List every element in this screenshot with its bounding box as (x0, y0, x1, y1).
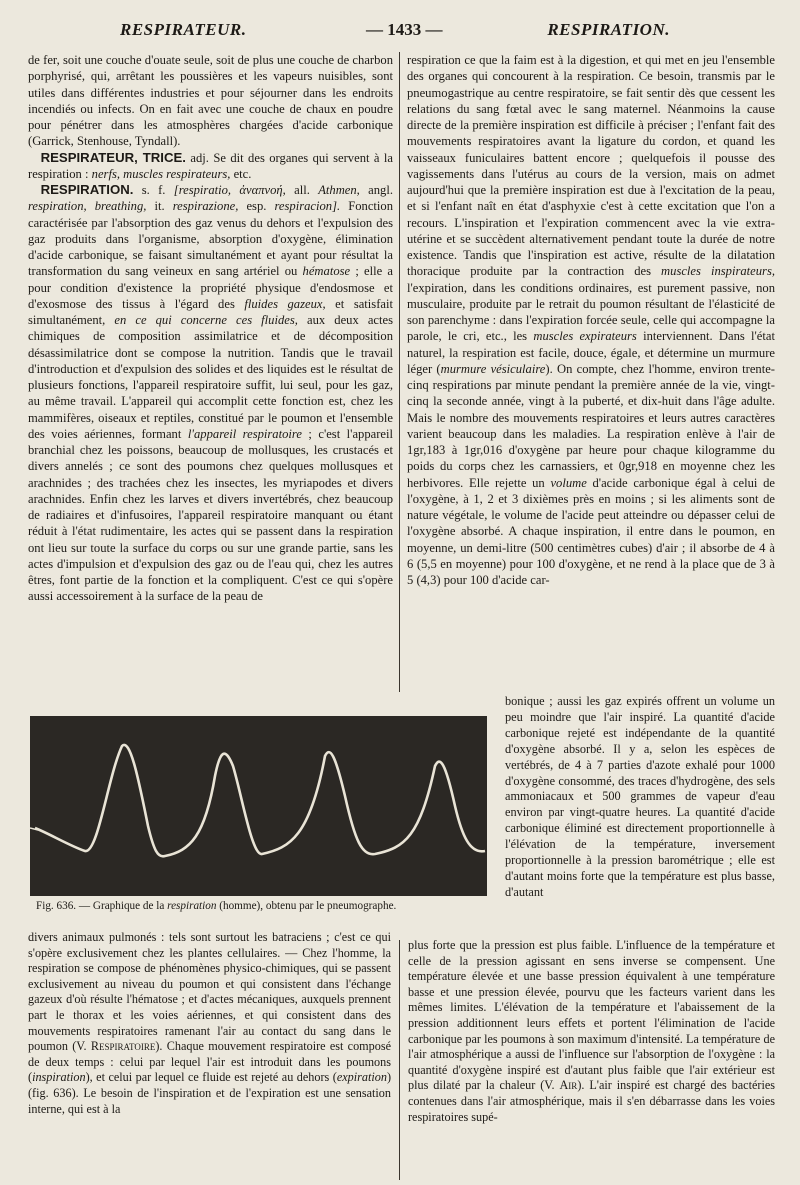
caption-italic: respiration (167, 900, 217, 912)
entry-italic-text: fluides gazeux, (244, 296, 326, 311)
paragraph (408, 938, 775, 1125)
entry-text: aux deux actes chimiques de composition assimilatrice et de décomposition désassimilatrice dont se compose la nutrition. Tandis que le travail d'introduction et d'expulsion des solides et des liquides est le résultat de plusieurs fonctions, l'appareil respiratoire suffit, lui seul, pour les gaz, au même travail. L'appareil qui accomplit cette fonction est, chez les mammifères, oiseaux et reptiles, constitué par le poumon et l'ensemble des voies aériennes, formant (28, 313, 393, 441)
figure-caption (36, 900, 506, 912)
body-text: respiration ce que la faim est à la digestion, et qui met en jeu l'ensemble des organes qui concourent à la respiration. Ce besoin, transmis par le pneumogastrique au centre respiratoire, se fait sentir dès que cessent les relations du sang fœtal avec le sang maternel. Néanmoins la cause directe de la première inspiration est difficile à préciser ; l'enfant fait des mouvements respiratoires avant la ligature du cordon, et quand les vaisseaux funiculaires battent encore ; quelquefois il pousse des vagissements dans l'utérus au cours de la version, mais on admet aujourd'hui que la première inspiration est due à l'excitation de la peau, et si l'enfant naît en état d'asphyxie c'est à cette excitation que l'on a recours. L'inspiration et l'expiration commencent avec la vie extra-utérine et se succèdent alternativement pendant toute la durée de notre existence. Tandis que l'inspiration est active, résulte de la dilatation thoracique produite par la contraction des (407, 53, 775, 279)
entry-text: etc. (230, 166, 252, 181)
left-column-top (28, 52, 393, 700)
page-number: — 1433 — (366, 20, 443, 39)
entry-text: ; elle a pour condition d'existence la propriété physique d'endosmose et d'exosmose des tissus à l'égard des (28, 264, 393, 311)
entry-respiration (28, 182, 393, 605)
entry-text: it. (146, 199, 173, 214)
italic-text: muscles inspirateurs, (661, 264, 775, 279)
cross-reference: Respiratoire (90, 1039, 156, 1054)
left-column-bottom (28, 930, 391, 1180)
body-text: ). L'air inspiré est chargé des bactéries contenues dans l'air atmosphérique, mais il s'en débarrasse dans les voies respiratoires supé- (408, 1078, 775, 1124)
body-text: interviennent. Dans l'état naturel, la respiration est facile, douce, égale, et détermine un murmure léger ( (407, 329, 775, 376)
entry-italic-text: hématose (302, 264, 351, 279)
continued-paragraph: de fer, soit une couche d'ouate seule, soit de plus une couche de charbon porphyrisé, qui, arrêtant les poussières et les vapeurs nuisibles, sont utiles dans différentes industries et pour séjourner dans les endroits incendiés ou infects. On en fait avec une couche de chaux en poudre pour pénétrer dans les atmosphères chargées d'acide carbonique (Garrick, Stenhouse, Tyndall). (28, 53, 393, 149)
body-text: plus forte que la pression est plus faible. L'influence de la température et celle de la pression agissant en sens inverse se compensent. Une température élevée et une basse pression équivalent à une température basse et une pression élevée, pourvu que les facteurs varient dans les mêmes limites. L'élévation de la température et l'abaissement de la pression additionnent leurs effets et portent l'élimination de l'acide carbonique par les poumons à son maximum d'intensité. La température de l'air atmosphérique a aussi de l'influence sur l'absorption de l'oxygène : la quantité d'oxygène inspiré est d'autant plus faible que l'air extérieur est plus dilaté par la chaleur (V. (408, 938, 775, 1093)
right-column-bottom (408, 938, 775, 1180)
header-left-word: RESPIRATEUR. (120, 20, 247, 39)
paragraph (407, 52, 775, 588)
entry-headword: RESPIRATEUR, TRICE. (40, 149, 186, 165)
entry-text: adj. Se dit des organes qui servent à la respiration : (28, 150, 393, 181)
entry-headword: RESPIRATION. (40, 182, 134, 197)
body-text: divers animaux pulmonés : tels sont surtout les batraciens ; c'est ce qui s'opère exclusivement chez les plantes cellulaires. — Chez l'homme, la respiration se compose de phénomènes physico-chimiques, qui se passent exclusivement au niveau du poumon et qui consistent dans l'échange gazeux d'où résulte l'hématose ; et d'actes mécaniques, auxquels prennent part le thorax et les voies aériennes, et qui consistent dans des mouvements respiratoires ramenant l'air au contact du sang dans le poumon (V. (28, 930, 391, 1054)
right-column-top (407, 52, 775, 694)
italic-text: inspiration (32, 1070, 86, 1085)
body-text: ). Chaque mouvement respiratoire est composé de deux temps : celui par lequel l'air est introduit dans les poumons ( (28, 1039, 391, 1085)
body-text: d'acide carbonique égal à celui de l'oxygène, à 1, 2 et 3 dixièmes près en moins ; si les aliments sont de nature végétale, le volume de l'acide peut atteindre ou dépasser celui de l'oxygène absorbé. A chaque inspiration, il entre dans le poumon, en moyenne, un demi-litre (500 centimètres cubes) d'air ; il absorbe de 4 à 6 (5,5 en moyenne) pour 100 d'oxygène, et ne rend à la place que de 3 à 5 (4,3) pour 100 d'acide car- (407, 475, 775, 587)
cross-reference: Air (559, 1078, 578, 1093)
italic-text: murmure vésiculaire (440, 361, 546, 376)
entry-etymology: [respiratio, ἀναπνοή, (173, 183, 286, 197)
italic-text: volume (550, 475, 587, 490)
entry-text: ; c'est l'appareil branchial chez les poissons, beaucoup de mollusques, les crustacés et divers annelés ; ce sont des poumons chez quelques mollusques et arachnides ; des trachées chez les insectes, les myriapodes et divers arachnides. Enfin chez les larves et divers invertébrés, chez beaucoup de radiaires et d'infusoires, l'appareil respiratoire manquant ou étant réduit à l'état rudimentaire, les actes qui se passent dans la respiration ont lieu sur toute la surface du corps ou sur une grande partie, sans les actes d'impulsion et d'expulsion des gaz ou de l'eau qui, chez les autres êtres, font partie de la fonction et la compliquent. C'est ce qui s'opère aussi accessoirement à la surface de la peau de (28, 426, 393, 604)
column-divider-top (399, 52, 400, 692)
entry-text: all. (285, 183, 319, 197)
paragraph (28, 930, 391, 1117)
italic-text: muscles expirateurs (533, 329, 637, 344)
header-right-word: RESPIRATION. (547, 20, 670, 39)
body-text: ). On compte, chez l'homme, environ trente-cinq respirations par minute pendant la première année de la vie, vingt-cinq la seconde année, vingt à la puberté, et dix-huit dans l'âge adulte. Mais le nombre des mouvements respiratoires et leurs autres caractères varient beaucoup dans les maladies. La respiration enlève à l'air de 1gr,183 à 1gr,016 d'oxygène par heure pour chaque kilogramme du poids du corps chez les carnassiers, et 0gr,918 en moyenne chez les herbivores. Elle rejette un (407, 361, 775, 490)
entry-italic-text: en ce qui concerne ces fluides, (114, 313, 298, 327)
entry-text: esp. (238, 199, 275, 214)
running-header (0, 20, 800, 46)
entry-respirateur (28, 150, 393, 183)
entry-translation: Athmen, (318, 183, 360, 197)
column-divider-bottom (399, 940, 400, 1180)
caption-text: — Graphique de la (76, 900, 168, 912)
entry-italic-text: l'appareil respiratoire (187, 426, 302, 441)
entry-italic-text: nerfs, muscles respirateurs, (91, 166, 231, 181)
caption-label: Fig. 636. (36, 900, 77, 912)
body-text: ) (fig. 636). Le besoin de l'inspiration et de l'expiration est une sensation interne, qui est à la (28, 1070, 391, 1116)
body-text: l'expiration, dans les conditions ordinaires, est purement passive, non musculaire, produite par le retrait du poumon résultant de l'élasticité de son parenchyme : dans l'expiration forcée seule, celle qui accompagne la parole, le cri, etc., les (407, 280, 775, 344)
entry-translation: respiracion]. (274, 199, 341, 214)
right-column-beside-figure (505, 694, 775, 938)
entry-translation: respirazione, (172, 199, 239, 214)
entry-grammar: s. f. (133, 183, 174, 197)
entry-text: et satisfait simultanément, (28, 296, 393, 327)
pneumograph-trace (30, 716, 487, 896)
entry-text: Fonction caractérisée par l'absorption des gaz venus du dehors et l'expulsion des gaz produits dans l'organisme, absorption d'oxygène, élimination d'acide carbonique, se faisant simultanément et ayant pour résultat la transformation du sang veineux en sang artériel ou (28, 199, 393, 279)
paragraph: bonique ; aussi les gaz expirés offrent un volume un peu moindre que l'air inspiré. La quantité d'acide carbonique rejeté est indépendante de la quantité d'oxygène absorbé. Il y a, selon les espèces de vertébrés, de 4 à 7 parties d'azote exhalé pour 1000 d'oxygène consommé, des traces d'hydrogène, des sels ammoniacaux et 500 grammes de vapeur d'eau environ par vingt-quatre heures. La quantité d'acide carbonique éliminé est directement proportionnelle à l'élévation de la température, inversement proportionnelle à la pression barométrique ; elle est d'autant moins forte que la température est plus basse, d'autant (505, 694, 775, 899)
caption-text: (homme), obtenu par le pneumographe. (216, 900, 397, 912)
entry-translation: respiration, breathing, (28, 199, 147, 214)
entry-text: angl. (359, 183, 393, 197)
body-text: ), et celui par lequel ce fluide est rejeté au dehors ( (85, 1070, 337, 1085)
pneumograph-figure (30, 716, 487, 896)
italic-text: expiration (336, 1070, 387, 1085)
